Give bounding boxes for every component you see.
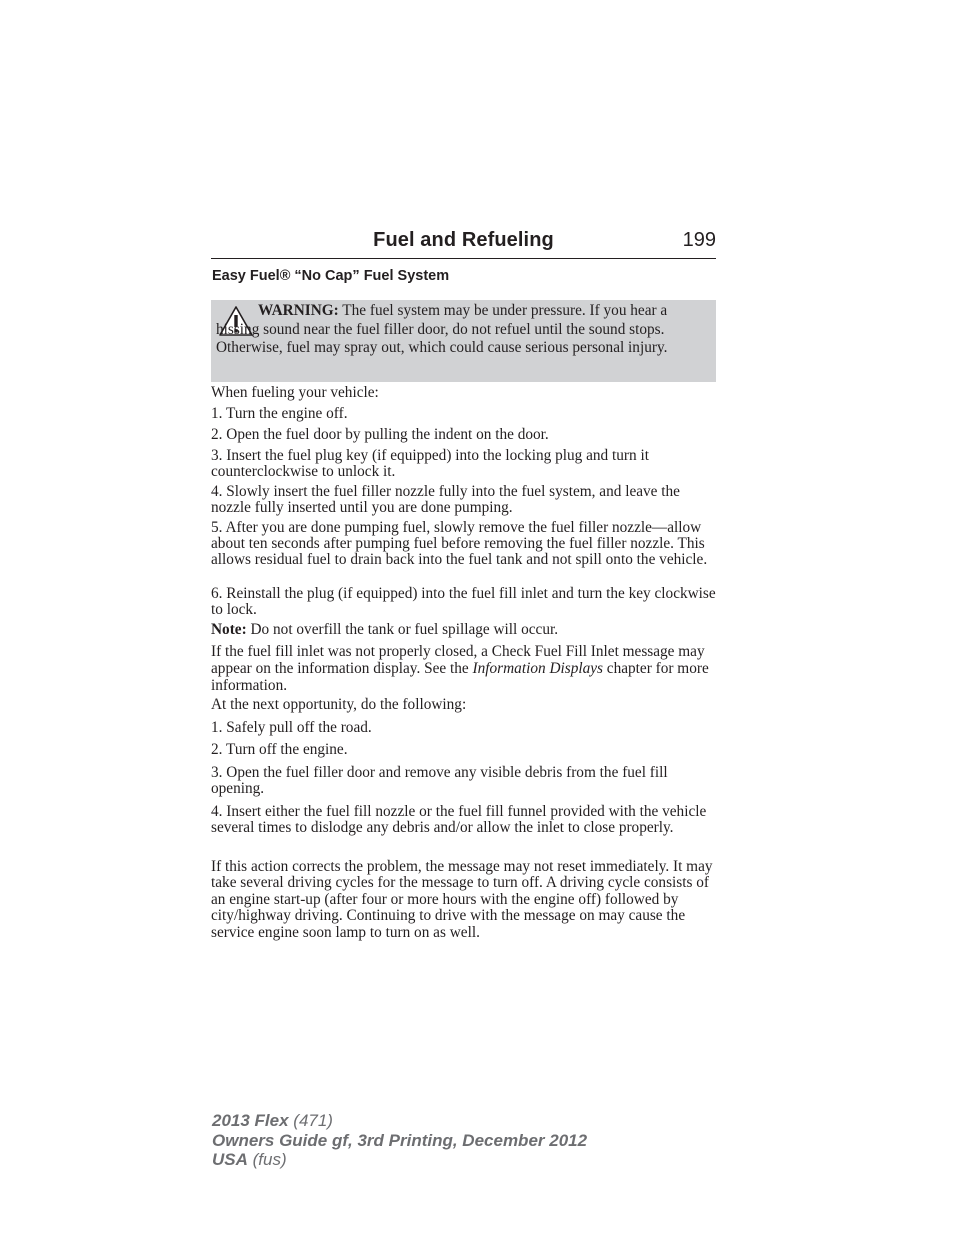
next-step: 4. Insert either the fuel fill nozzle or the fuel fill funnel provided with the vehicle several times to dislodge any debris and/or allow the inlet to close properly.: [211, 803, 707, 836]
chapter-title: Fuel and Refueling: [373, 229, 554, 251]
page-header: [211, 228, 716, 259]
inlet-text: If the fuel fill inlet was not properly closed, a Check Fuel Fill Inlet message may appear on the information display. See the: [211, 643, 705, 677]
footer-market-line: [212, 1150, 587, 1170]
warning-text: [216, 302, 708, 358]
footer-model-code: (471): [288, 1111, 333, 1130]
next-step: 3. Open the fuel filler door and remove any visible debris from the fuel fill opening.: [211, 764, 668, 797]
footer-market-code: (fus): [247, 1150, 287, 1169]
section-heading: Easy Fuel® “No Cap” Fuel System: [212, 268, 450, 284]
closing-paragraph: If this action corrects the problem, the message may not reset immediately. It may take several driving cycles for the message to turn off. A driving cycle consists of an engine start-up (after four or more hours with the engine off) followed by city/highway driving. Continuing to drive with the message on may cause the service engine soon lamp to turn on as well.: [211, 858, 713, 941]
next-step: 1. Safely pull off the road.: [211, 719, 372, 736]
next-opportunity-intro: At the next opportunity, do the following:: [211, 696, 467, 713]
footer-model: 2013 Flex: [212, 1111, 289, 1130]
warning-box: [211, 300, 716, 382]
footer-market: USA: [212, 1150, 248, 1169]
page-footer: [212, 1111, 587, 1170]
footer-model-line: [212, 1111, 587, 1131]
note-text: Do not overfill the tank or fuel spillage will occur.: [246, 621, 559, 638]
inlet-paragraph: [211, 643, 716, 694]
fueling-step: 2. Open the fuel door by pulling the indent on the door.: [211, 426, 549, 443]
footer-guide: Owners Guide gf, 3rd Printing, December 2012: [212, 1130, 588, 1150]
warning-label: WARNING:: [258, 302, 339, 319]
information-displays-reference: Information Displays: [472, 660, 603, 677]
fueling-step: 1. Turn the engine off.: [211, 405, 348, 422]
note: [211, 622, 716, 638]
fueling-step: 6. Reinstall the plug (if equipped) into the fuel fill inlet and turn the key clockwise to lock.: [211, 585, 716, 618]
inlet-text-end: chapter for more information.: [211, 660, 709, 694]
note-label: Note:: [211, 621, 247, 638]
fueling-step: 4. Slowly insert the fuel filler nozzle fully into the fuel system, and leave the nozzle fully inserted until you are done pumping.: [211, 483, 680, 516]
page-number: 199: [682, 229, 716, 251]
fueling-intro: When fueling your vehicle:: [211, 384, 379, 401]
next-step: 2. Turn off the engine.: [211, 741, 348, 758]
fueling-step: 5. After you are done pumping fuel, slowly remove the fuel filler nozzle—allow about ten seconds after pumping fuel before removing the fuel filler nozzle. This allows residual fuel to drain back into the fuel tank and not spill onto the vehicle.: [211, 519, 708, 568]
fueling-step: 3. Insert the fuel plug key (if equipped) into the locking plug and turn it counterclockwise to unlock it.: [211, 447, 649, 480]
warning-message: The fuel system may be under pressure. If you hear a hissing sound near the fuel filler door, do not refuel until the sound stops. Otherwise, fuel may spray out, which could cause serious personal injury.: [216, 302, 668, 357]
